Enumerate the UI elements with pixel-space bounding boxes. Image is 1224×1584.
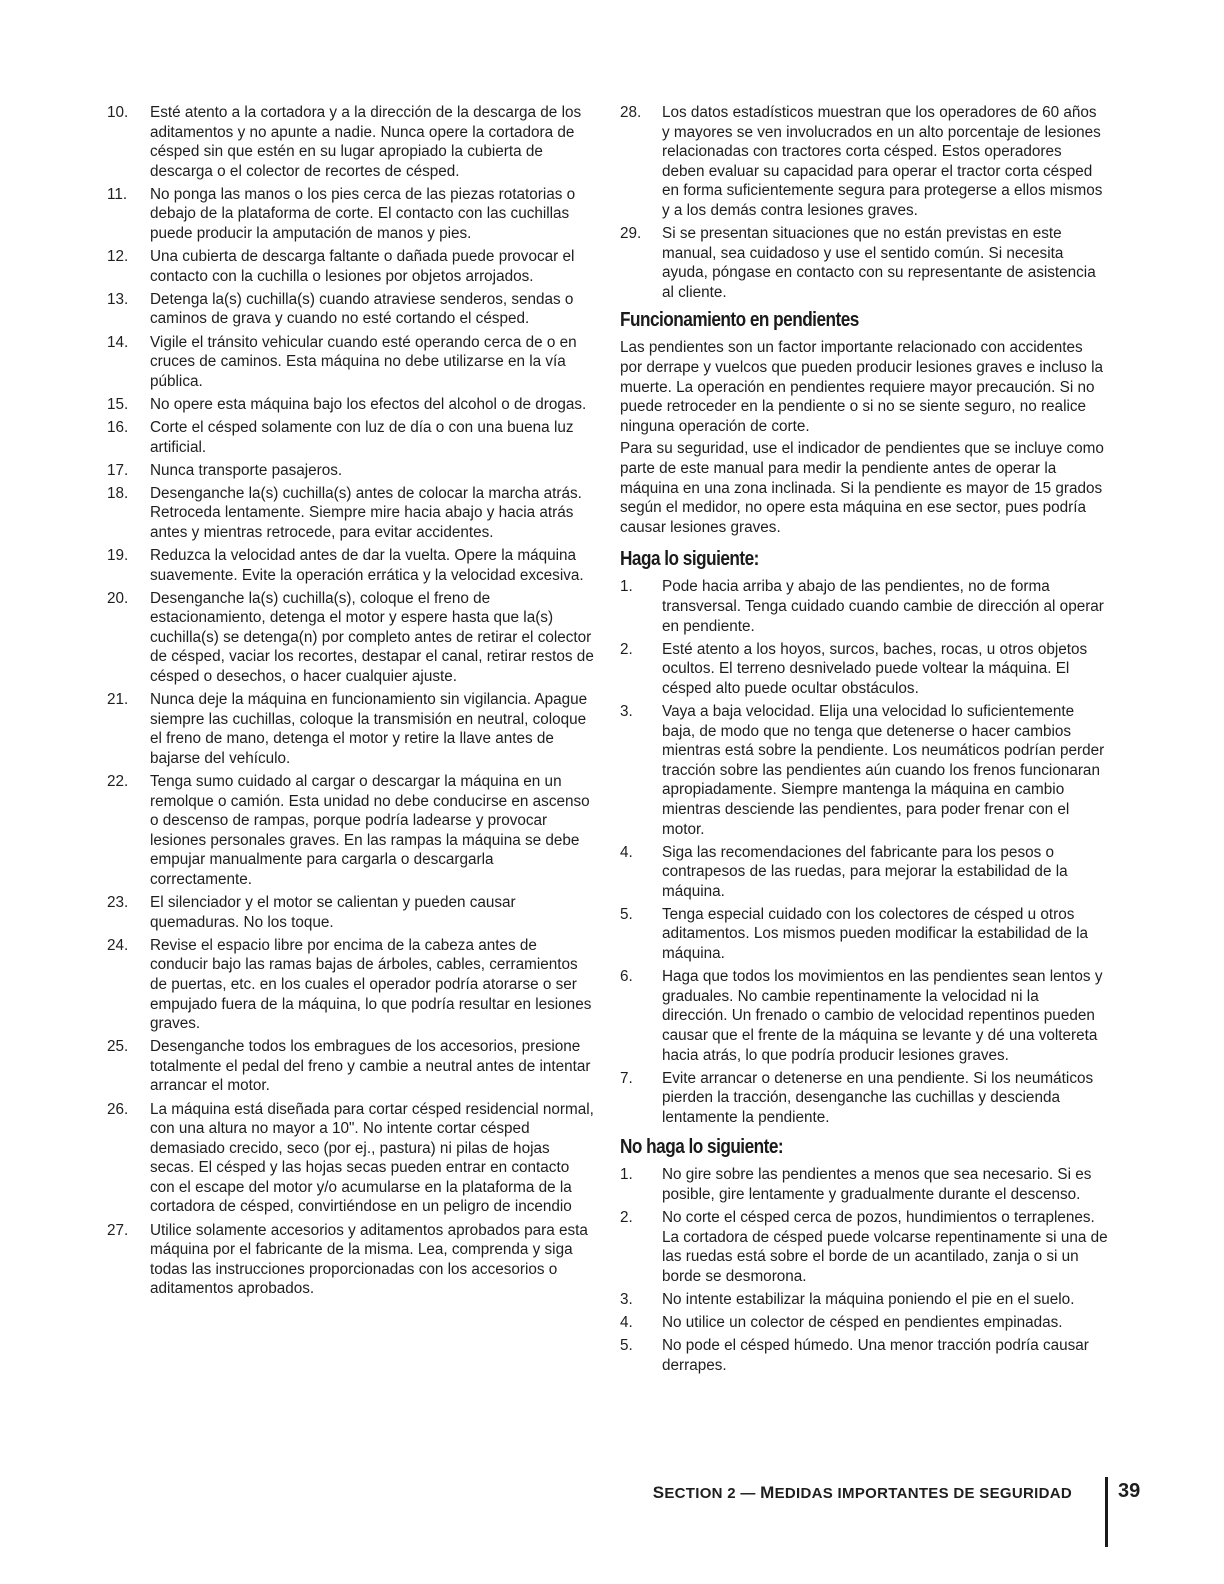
rule-item-text: No opere esta máquina bajo los efectos del alcohol o de drogas. <box>150 395 587 413</box>
do-list <box>620 577 1108 1127</box>
do-item-number: 5. <box>620 905 633 923</box>
rule-item-number: 18. <box>107 484 129 502</box>
do-item-number: 7. <box>620 1069 633 1087</box>
do-item-text: Siga las recomendaciones del fabricante para los pesos o contrapesos de las ruedas, para mejorar la estabilidad de la máquina. <box>662 843 1068 900</box>
rule-item-number: 16. <box>107 418 129 436</box>
dont-item-text: No utilice un colector de césped en pendientes empinadas. <box>662 1314 1063 1332</box>
rule-item-number: 22. <box>107 773 129 790</box>
rule-item <box>107 589 595 687</box>
rule-item <box>107 772 595 890</box>
rule-item <box>107 418 595 457</box>
rule-item-text: Tenga sumo cuidado al cargar o descargar la máquina en un remolque o camión. Esta unidad no debe conducirse en ascenso o descenso de rampas, porque podría ladearse y provocar lesiones personales graves. En las rampas la máquina se debe empujar manualmente para cargarla o descargarla correctamente. <box>150 773 590 888</box>
rule-item <box>620 224 1108 302</box>
rule-item-number: 14. <box>107 333 129 351</box>
rule-item-text: Esté atento a la cortadora y a la dirección de la descarga de los aditamentos y no apunte a nadie. Nunca opere la cortadora de césped sin que estén en su lugar apropiado la cubierta de descarga o el colector de recortes de césped. <box>150 104 582 180</box>
do-heading: Haga lo siguiente: <box>620 548 759 571</box>
do-item-text: Evite arrancar o detenerse en una pendiente. Si los neumáticos pierden la tracción, desenganche las cuchillas y descienda lentamente la pendiente. <box>662 1069 1094 1126</box>
rule-item-number: 27. <box>107 1221 129 1239</box>
do-item-number: 3. <box>620 702 633 720</box>
rule-item-number: 23. <box>107 894 129 912</box>
dont-item-number: 4. <box>620 1314 633 1332</box>
rule-item <box>107 247 595 286</box>
rule-item-number: 11. <box>107 185 128 203</box>
rule-item-number: 24. <box>107 936 129 954</box>
rule-item <box>107 484 595 543</box>
rule-item-text: Los datos estadísticos muestran que los operadores de 60 años y mayores se ven involucrados en un alto porcentaje de lesiones relacionadas con tractores corta césped. Estos operadores deben evaluar su capacidad para operar el tractor corta césped en forma suficientemente segura para protegerse a ellos mismos y a los demás contra lesiones graves. <box>662 104 1103 219</box>
slopes-paragraph-2: Para su seguridad, use el indicador de pendientes que se incluye como parte de este manual para medir la pendiente antes de operar la máquina en una zona inclinada. Si la pendiente es mayor de 15 grados según el medidor, no opere esta máquina en ese sector, pues podría causar lesiones graves. <box>620 440 1104 536</box>
rule-item-number: 17. <box>107 461 129 479</box>
dont-item-number: 5. <box>620 1337 633 1355</box>
rule-item-text: Si se presentan situaciones que no están previstas en este manual, sea cuidadoso y use el sentido común. Si necesita ayuda, póngase en contacto con su representante de asistencia al cliente. <box>662 225 1096 301</box>
rule-item <box>107 461 595 481</box>
rule-item-number: 26. <box>107 1100 129 1118</box>
rule-item-text: Vigile el tránsito vehicular cuando esté operando cerca de o en cruces de caminos. Esta máquina no debe utilizarse en la vía pública. <box>150 333 577 390</box>
rule-item <box>107 893 595 932</box>
right-column <box>620 103 1108 1379</box>
rule-item-text: Desenganche la(s) cuchilla(s), coloque el freno de estacionamiento, detenga el motor y espere hasta que la(s) cuchilla(s) se detenga(n) por completo antes de retirar el colector de césped, vaciar los recortes, destapar el canal, retirar restos de césped o desechos, o hacer cualquier ajuste. <box>150 589 594 686</box>
rule-item-text: Desenganche todos los embragues de los accesorios, presione totalmente el pedal del freno y cambie a neutral antes de intentar arrancar el motor. <box>150 1038 591 1095</box>
dont-item-number: 1. <box>620 1166 633 1184</box>
dont-item-text: No gire sobre las pendientes a menos que sea necesario. Si es posible, gire lentamente y gradualmente durante el descenso. <box>662 1166 1092 1203</box>
rule-item-text: Utilice solamente accesorios y aditamentos aprobados para esta máquina por el fabricante de la misma. Lea, comprenda y siga todas las instrucciones proporcionadas con los accesorios o aditamentos aprobados. <box>150 1221 588 1298</box>
dont-item <box>620 1208 1108 1286</box>
rule-item-text: El silenciador y el motor se calientan y pueden causar quemaduras. No los toque. <box>150 894 516 931</box>
dont-item-text: No corte el césped cerca de pozos, hundimientos o terraplenes. La cortadora de césped puede volcarse repentinamente si una de las ruedas está sobre el borde de un acantilado, zanja o si un borde se desmorona. <box>662 1209 1108 1285</box>
do-item-text: Pode hacia arriba y abajo de las pendientes, no de forma transversal. Tenga cuidado cuando cambie de dirección al operar en pendiente. <box>662 578 1104 635</box>
rule-item <box>107 690 595 768</box>
do-item-number: 2. <box>620 640 633 658</box>
dont-item <box>620 1165 1108 1204</box>
do-item <box>620 702 1108 839</box>
rule-item-text: Detenga la(s) cuchilla(s) cuando atraviese senderos, sendas o caminos de grava y cuando no esté cortando el césped. <box>150 290 574 328</box>
rule-item-number: 21. <box>107 691 129 709</box>
rule-item-number: 19. <box>107 546 129 564</box>
do-item <box>620 905 1108 964</box>
rule-item <box>620 103 1108 221</box>
rule-item <box>107 936 595 1034</box>
rule-item-text: Desenganche la(s) cuchilla(s) antes de colocar la marcha atrás. Retroceda lentamente. Siempre mire hacia abajo y hacia atrás antes y mientras retrocede, para evitar accidentes. <box>150 484 582 541</box>
safety-rules-list-continued <box>620 103 1108 302</box>
left-column <box>107 103 595 1302</box>
do-item-text: Haga que todos los movimientos en las pendientes sean lentos y graduales. No cambie repentinamente la velocidad ni la dirección. Un frenado o cambio de velocidad repentinos pueden causar que el frente de la máquina se levante y dé una voltereta hacia atrás, lo que podría producir lesiones graves. <box>662 968 1103 1064</box>
rule-item <box>107 1221 595 1299</box>
rule-item-text: No ponga las manos o los pies cerca de las piezas rotatorias o debajo de la plataforma de corte. El contacto con las cuchillas puede producir la amputación de manos y pies. <box>150 185 576 243</box>
rule-item <box>107 333 595 392</box>
safety-rules-list <box>107 103 595 1299</box>
rule-item-text: Nunca deje la máquina en funcionamiento sin vigilancia. Apague siempre las cuchillas, coloque la transmisión en neutral, coloque el freno de mano, detenga el motor y retire la llave antes de bajarse del vehículo. <box>150 691 588 767</box>
dont-item <box>620 1290 1108 1310</box>
rule-item-text: Revise el espacio libre por encima de la cabeza antes de conducir bajo las ramas bajas de árboles, cables, cerramientos de puertas, etc. en los cuales el operador podría atorarse o ser empujado fuera de la máquina, lo que podría resultar en lesiones graves. <box>150 936 592 1033</box>
do-item-number: 6. <box>620 968 633 986</box>
do-item <box>620 1069 1108 1128</box>
dont-list <box>620 1165 1108 1375</box>
slopes-heading: Funcionamiento en pendientes <box>620 309 859 332</box>
page-footer <box>652 1477 1146 1513</box>
footer-divider <box>1105 1477 1108 1547</box>
rule-item-number: 13. <box>107 290 129 308</box>
rule-item-text: Nunca transporte pasajeros. <box>150 461 343 479</box>
do-item <box>620 577 1108 636</box>
page-number: 39 <box>1118 1480 1141 1502</box>
rule-item-number: 20. <box>107 589 129 607</box>
do-item-text: Esté atento a los hoyos, surcos, baches, rocas, u otros objetos ocultos. El terreno desnivelado puede voltear la máquina. El césped alto puede ocultar obstáculos. <box>662 640 1088 697</box>
dont-item <box>620 1313 1108 1333</box>
rule-item-number: 25. <box>107 1038 129 1056</box>
do-item-number: 4. <box>620 843 633 861</box>
dont-item-number: 2. <box>620 1209 633 1227</box>
rule-item-text: Reduzca la velocidad antes de dar la vuelta. Opere la máquina suavemente. Evite la operación errática y la velocidad excesiva. <box>150 546 584 584</box>
do-item-text: Tenga especial cuidado con los colectores de césped u otros aditamentos. Los mismos pueden modificar la estabilidad de la máquina. <box>662 905 1088 963</box>
do-item <box>620 640 1108 699</box>
dont-item-text: No pode el césped húmedo. Una menor tracción podría causar derrapes. <box>662 1337 1089 1374</box>
slopes-paragraph-1: Las pendientes son un factor importante relacionado con accidentes por derrape y vuelcos que pueden producir lesiones graves e incluso la muerte. La operación en pendientes requiere mayor precaución. Si no puede retroceder en la pendiente o si no se siente seguro, no realice ninguna operación de corte. <box>620 339 1103 435</box>
dont-item <box>620 1336 1108 1375</box>
rule-item-text: La máquina está diseñada para cortar césped residencial normal, con una altura no mayor a 10". No intente cortar césped demasiado crecido, seco (por ej., pastura) ni pilas de hojas secas. El césped y las hojas secas pueden entrar en contacto con el escape del motor y/o acumularse en la plataforma de la cortadora de césped, convirtiéndose en un peligro de incendio <box>150 1100 594 1216</box>
rule-item <box>107 1100 595 1218</box>
do-item-number: 1. <box>620 578 633 596</box>
rule-item-number: 28. <box>620 104 642 121</box>
dont-item-text: No intente estabilizar la máquina poniendo el pie en el suelo. <box>662 1290 1075 1308</box>
do-item <box>620 967 1108 1065</box>
rule-item-number: 12. <box>107 248 129 266</box>
do-item-text: Vaya a baja velocidad. Elija una velocidad lo suficientemente baja, de modo que no tenga que detenerse o hacer cambios mientras está sobre la pendiente. Los neumáticos podrían perder tracción sobre las pendientes aún cuando los frenos funcionaran apropiadamente. Siempre mantenga la máquina en cambio mientras desciende las pendientes, para poder frenar con el motor. <box>662 702 1105 838</box>
rule-item <box>107 290 595 329</box>
rule-item <box>107 185 595 244</box>
dont-item-number: 3. <box>620 1290 633 1308</box>
rule-item-number: 29. <box>620 225 642 243</box>
do-item <box>620 843 1108 902</box>
section-label: SECTION 2 — MEDIDAS IMPORTANTES DE SEGURIDAD <box>652 1483 1072 1502</box>
rule-item <box>107 103 595 181</box>
rule-item-number: 15. <box>107 395 129 413</box>
rule-item-text: Una cubierta de descarga faltante o dañada puede provocar el contacto con la cuchilla o lesiones por objetos arrojados. <box>150 248 575 285</box>
rule-item <box>107 546 595 585</box>
dont-heading: No haga lo siguiente: <box>620 1136 784 1159</box>
rule-item <box>107 1037 595 1096</box>
rule-item-text: Corte el césped solamente con luz de día o con una buena luz artificial. <box>150 418 574 456</box>
rule-item <box>107 395 595 415</box>
rule-item-number: 10. <box>107 104 129 121</box>
